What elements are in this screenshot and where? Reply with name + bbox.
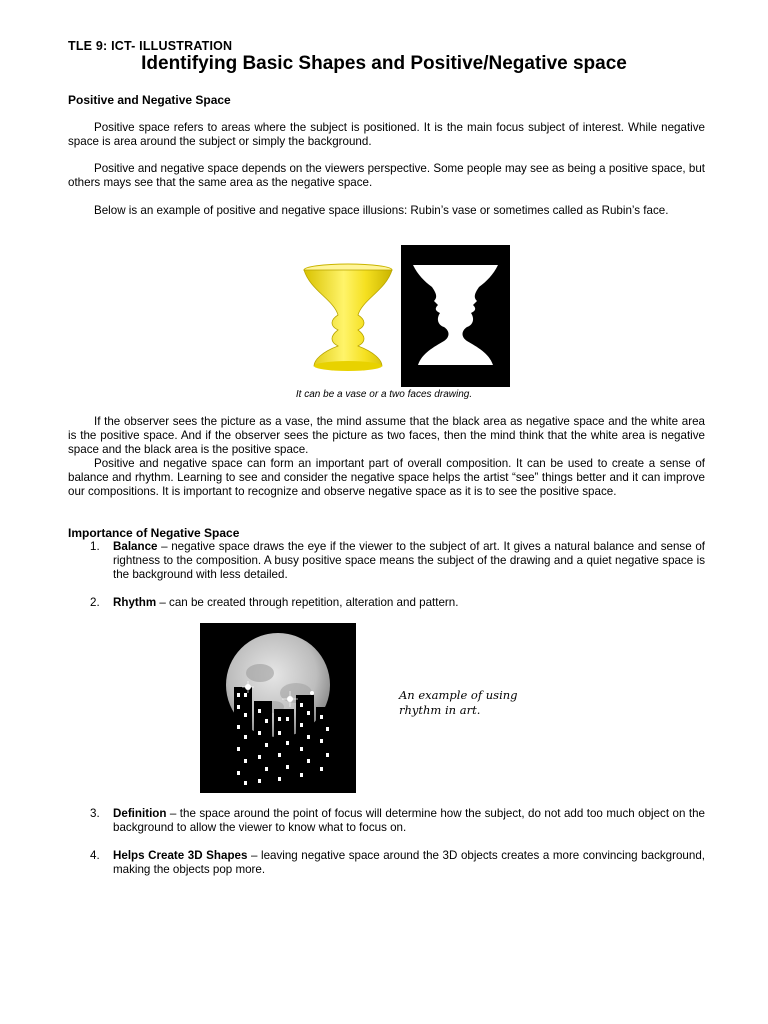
paragraph-4: If the observer sees the picture as a vase, the mind assume that the black area as negative space and the white area is the positive space. And if the observer sees the picture as two faces, then the mind think that the white area is negative space and the black area is the positive space.: [68, 415, 705, 456]
list-item: 2. Rhythm – can be created through repetition, alteration and pattern.: [90, 596, 459, 609]
paragraph-2: Positive and negative space depends on the viewers perspective. Some people may see as being a positive space, but others mays see that the same area as the negative space.: [68, 162, 705, 189]
list-item-term: Helps Create 3D Shapes: [113, 849, 248, 862]
moon-city-illustration: [200, 623, 356, 793]
paragraph-5: Positive and negative space can form an important part of overall composition. It can be used to create a sense of balance and rhythm. Learning to see and consider the negative space helps the artist “see” things better and it can improve our compositions. It is important to recognize and observe negative space as it is to see the positive space.: [68, 457, 705, 498]
section-heading-positive-negative: Positive and Negative Space: [68, 93, 231, 107]
list-item-term: Definition: [113, 807, 167, 820]
list-item-term: Rhythm: [113, 596, 157, 609]
section-heading-importance: Importance of Negative Space: [68, 526, 240, 540]
rubin-vase-illustration: [401, 245, 510, 387]
figure-caption: It can be a vase or a two faces drawing.: [295, 389, 473, 400]
list-item: 1. Balance – negative space draws the eye if the viewer to the subject of art. It gives a natural balance and sense of rightness to the composition. A busy positive space means the subject of the drawing and a quiet negative space is the background with less detailed.: [90, 540, 705, 581]
paragraph-3: Below is an example of positive and negative space illusions: Rubin’s vase or sometimes called as Rubin’s face.: [94, 204, 669, 217]
paragraph-1: Positive space refers to areas where the subject is positioned. It is the main focus subject of interest. While negative space is area around the subject or simply the background.: [68, 121, 705, 148]
course-label: TLE 9: ICT- ILLUSTRATION: [68, 39, 233, 53]
page-title: Identifying Basic Shapes and Positive/Negative space: [141, 53, 627, 74]
list-item: 3. Definition – the space around the point of focus will determine how the subject, do not add too much object on the background to allow the viewer to know what to focus on.: [90, 807, 705, 834]
rhythm-example-note: An example of using rhythm in art.: [399, 688, 518, 717]
list-item-term: Balance: [113, 540, 158, 553]
list-item: 4. Helps Create 3D Shapes – leaving negative space around the 3D objects creates a more convincing background, making the objects pop more.: [90, 849, 705, 876]
yellow-vase-illustration: [300, 260, 396, 372]
